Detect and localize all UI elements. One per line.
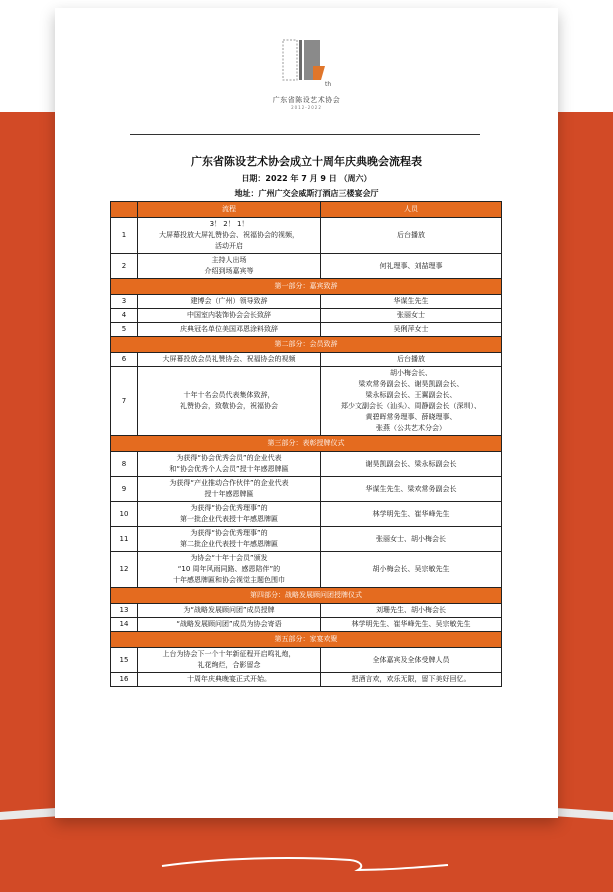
- table-row: [111, 502, 502, 527]
- row-number: 15: [111, 648, 138, 673]
- document-card: [55, 8, 558, 818]
- row-people: [321, 502, 502, 527]
- row-number: 11: [111, 527, 138, 552]
- row-number: 9: [111, 477, 138, 502]
- table-header-row: [111, 202, 502, 218]
- section-label: 第二部分：会员致辞: [111, 337, 502, 353]
- row-people: [321, 477, 502, 502]
- row-process: [138, 254, 321, 279]
- row-people: [321, 218, 502, 254]
- table-row: [111, 309, 502, 323]
- people-line: 华谋生先生: [393, 297, 429, 305]
- document-date: 日期：2022 年 7 月 9 日 （周六）: [241, 174, 372, 183]
- process-line: 为获得“协会优秀理事”的: [190, 529, 268, 537]
- section-row: [111, 279, 502, 295]
- table-row: [111, 295, 502, 309]
- row-people: [321, 648, 502, 673]
- process-line: 第二批企业代表授十年感恩牌匾: [180, 540, 278, 548]
- logo-badge: th: [324, 81, 331, 88]
- process-line: 活动开启: [215, 242, 243, 250]
- process-line: 礼花绚烂，合影留念: [197, 661, 261, 669]
- row-people: [321, 254, 502, 279]
- table-row: [111, 527, 502, 552]
- section-row: [111, 436, 502, 452]
- section-row: [111, 337, 502, 353]
- header-people-cell: 人员: [321, 202, 502, 218]
- table-row: [111, 673, 502, 687]
- process-line: 为协会“十年十会员”颁发: [190, 554, 268, 562]
- people-line: 林学明先生、崔华峰先生: [372, 509, 450, 518]
- section-row: [111, 588, 502, 604]
- header-process-cell: 流程: [138, 202, 321, 218]
- row-process: [138, 323, 321, 337]
- table-row: [111, 452, 502, 477]
- table-row: [111, 477, 502, 502]
- people-line: 后台播放: [397, 231, 425, 239]
- people-line: 胡小梅会长、吴宗敏先生: [372, 565, 450, 573]
- section-label: 第一部分：嘉宾致辞: [111, 279, 502, 295]
- people-line: 黄碧晖常务理事、薛晓理事、: [365, 413, 457, 421]
- row-number: 12: [111, 552, 138, 588]
- table-row: [111, 254, 502, 279]
- people-line: 把酒言欢，欢乐无限，留下美好回忆。: [351, 675, 471, 683]
- row-process: [138, 367, 321, 436]
- row-number: 2: [111, 254, 138, 279]
- people-line: 华谋生先生、梁欢常务副会长: [365, 484, 457, 493]
- process-line: 十年感恩牌匾和协会视觉主题色围巾: [173, 576, 285, 584]
- row-number: 3: [111, 295, 138, 309]
- row-process: [138, 552, 321, 588]
- title-divider: [130, 134, 480, 135]
- process-line: 中国室内装饰协会会长致辞: [187, 311, 271, 319]
- people-line: 全体嘉宾及全体受牌人员: [372, 655, 450, 664]
- people-line: 郑少文副会长（汕头）、周静副会长（深圳）、: [341, 402, 481, 410]
- row-number: 13: [111, 604, 138, 618]
- section-label: 第三部分：表彰授牌仪式: [111, 436, 502, 452]
- logo-years: 2012-2022: [291, 105, 322, 110]
- people-line: 刘珊先生、胡小梅会长: [376, 606, 446, 614]
- people-line: 梁欢常务副会长、谢昊凯副会长、: [358, 380, 464, 388]
- row-process: [138, 295, 321, 309]
- section-label: 第四部分：战略发展顾问团授牌仪式: [111, 588, 502, 604]
- row-people: [321, 618, 502, 632]
- table-row: [111, 552, 502, 588]
- row-process: [138, 452, 321, 477]
- process-line: 介绍到场嘉宾等: [204, 267, 254, 275]
- row-people: [321, 604, 502, 618]
- process-line: 大屏幕投放会员礼赞协会、祝福协会的视频: [162, 355, 296, 363]
- table-row: [111, 323, 502, 337]
- row-people: [321, 527, 502, 552]
- logo: [55, 36, 558, 108]
- process-line: “战略发展顾问团”成员为协会寄语: [176, 620, 282, 628]
- row-process: [138, 309, 321, 323]
- row-process: [138, 648, 321, 673]
- row-number: 14: [111, 618, 138, 632]
- process-line: 十周年庆典晚宴正式开始。: [187, 675, 271, 683]
- row-process: [138, 353, 321, 367]
- row-people: [321, 452, 502, 477]
- people-line: 吴俐萍女士: [393, 325, 429, 333]
- table-row: [111, 218, 502, 254]
- header-num-cell: [111, 202, 138, 218]
- people-line: 梁永标副会长、王翼副会长、: [365, 391, 457, 399]
- row-process: [138, 527, 321, 552]
- section-label: 第五部分：家宴欢聚: [111, 632, 502, 648]
- process-line: 和“协会优秀个人会员”授十年感恩牌匾: [169, 465, 289, 473]
- row-process: [138, 618, 321, 632]
- row-people: [321, 309, 502, 323]
- people-line: 张燕（公共艺术分会）: [376, 424, 446, 432]
- process-line: 为“战略发展顾问团”成员授牌: [183, 606, 275, 614]
- process-line: 为获得“协会优秀会员”的企业代表: [176, 454, 282, 462]
- table-row: [111, 353, 502, 367]
- people-line: 张丽女士: [397, 311, 425, 319]
- row-number: 5: [111, 323, 138, 337]
- row-people: [321, 323, 502, 337]
- row-process: [138, 673, 321, 687]
- row-people: [321, 295, 502, 309]
- people-line: 后台播放: [397, 355, 425, 363]
- program-table: [110, 201, 502, 687]
- row-number: 6: [111, 353, 138, 367]
- section-row: [111, 632, 502, 648]
- row-people: [321, 552, 502, 588]
- table-row: [111, 648, 502, 673]
- row-number: 16: [111, 673, 138, 687]
- process-line: 授十年感恩牌匾: [204, 490, 254, 498]
- row-number: 7: [111, 367, 138, 436]
- signature-swoosh-icon: [160, 848, 450, 878]
- row-number: 4: [111, 309, 138, 323]
- association-logo-icon: [277, 36, 337, 94]
- people-line: 张丽女士、胡小梅会长: [376, 534, 446, 543]
- people-line: 林学明先生、崔华峰先生、吴宗敏先生: [351, 620, 471, 628]
- logo-org-name: 广东省陈设艺术协会: [272, 96, 341, 104]
- people-line: 胡小梅会长、: [390, 369, 432, 377]
- process-line: 庆典冠名单位美国邓恩涂料致辞: [180, 325, 278, 333]
- process-line: 为获得“产业推动合作伙伴”的企业代表: [169, 479, 289, 487]
- row-process: [138, 218, 321, 254]
- row-number: 8: [111, 452, 138, 477]
- process-line: 礼赞协会，致敬协会，祝福协会: [180, 402, 278, 410]
- row-people: [321, 367, 502, 436]
- process-line: 3！ 2！ 1！: [209, 220, 249, 228]
- process-line: 十年十名会员代表集体致辞，: [183, 391, 275, 399]
- process-line: “10 周年风雨同路、感恩陪伴”的: [177, 565, 281, 573]
- process-line: 大屏幕投放大屏礼赞协会、祝福协会的视频，: [159, 231, 299, 239]
- table-row: [111, 604, 502, 618]
- people-line: 何礼理事、刘喆理事: [379, 261, 443, 270]
- row-people: [321, 673, 502, 687]
- document-title: 广东省陈设艺术协会成立十周年庆典晚会流程表: [191, 155, 422, 168]
- row-number: 1: [111, 218, 138, 254]
- table-row: [111, 367, 502, 436]
- row-process: [138, 477, 321, 502]
- table-row: [111, 618, 502, 632]
- row-people: [321, 353, 502, 367]
- people-line: 谢昊凯副会长、梁永标副会长: [365, 459, 457, 468]
- row-process: [138, 604, 321, 618]
- row-process: [138, 502, 321, 527]
- process-line: 建博会（广州）领导致辞: [190, 297, 268, 305]
- process-line: 主持人出场: [211, 256, 247, 264]
- process-line: 为获得“协会优秀理事”的: [190, 504, 268, 512]
- process-line: 上台为协会下一个十年新征程开启鸣礼炮，: [162, 650, 296, 658]
- row-number: 10: [111, 502, 138, 527]
- process-line: 第一批企业代表授十年感恩牌匾: [180, 515, 278, 523]
- document-address: 地址：广州广交会威斯汀酒店三楼宴会厅: [234, 189, 379, 198]
